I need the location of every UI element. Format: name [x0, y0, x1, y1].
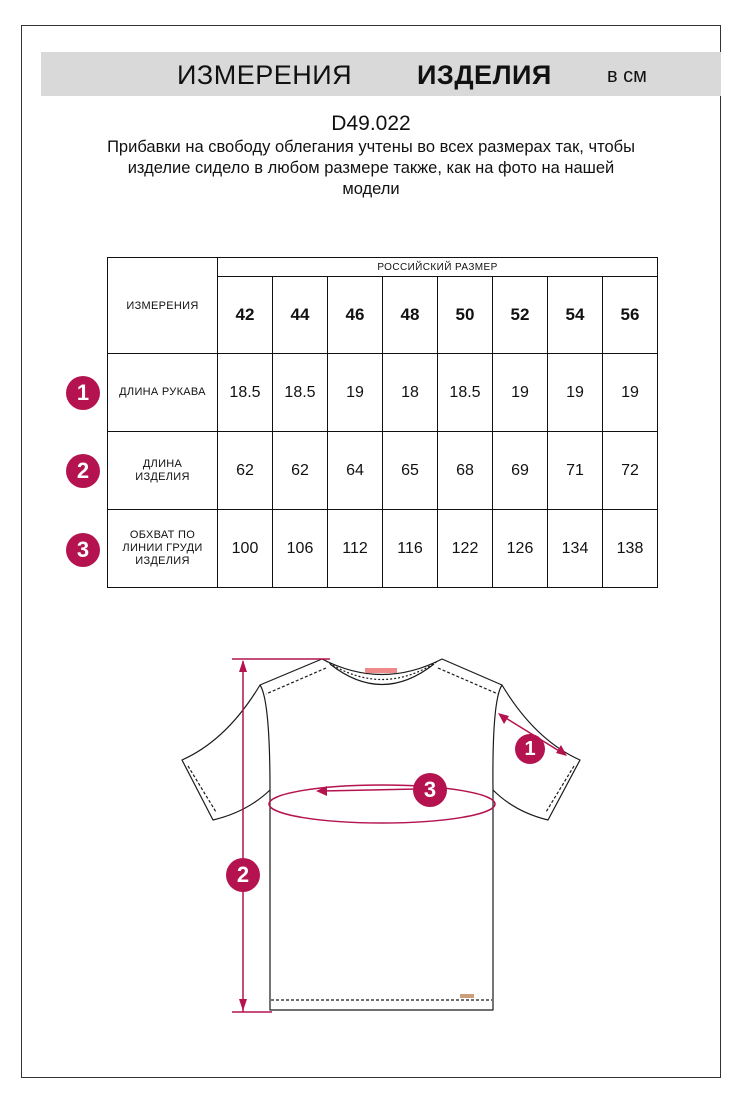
table-cell: 18.5	[438, 354, 493, 432]
diagram-marker-1: 1	[515, 734, 545, 764]
table-cell: 18.5	[218, 354, 273, 432]
row-badge-3: 3	[66, 533, 100, 567]
fit-note: Прибавки на свободу облегания учтены во всех размерах так, чтобы изделие сидело в любом размере также, как на фото на нашей модели	[107, 138, 635, 198]
table-cell: 64	[328, 432, 383, 510]
table-cell: 62	[273, 432, 328, 510]
table-cell: 19	[328, 354, 383, 432]
size-header: 52	[493, 277, 548, 354]
table-cell: 106	[273, 510, 328, 588]
row-badge-1: 1	[66, 376, 100, 410]
table-cell: 68	[438, 432, 493, 510]
row-label: ДЛИНА РУКАВА	[108, 354, 218, 432]
table-cell: 116	[383, 510, 438, 588]
size-header: 44	[273, 277, 328, 354]
table-cell: 138	[603, 510, 658, 588]
title-word-garment: ИЗДЕЛИЯ	[417, 60, 552, 90]
sleeve-seam-right	[493, 685, 502, 790]
chest-girth-ellipse	[269, 785, 495, 823]
table-cell: 18.5	[273, 354, 328, 432]
table-cell: 62	[218, 432, 273, 510]
table-cell: 122	[438, 510, 493, 588]
size-header: 48	[383, 277, 438, 354]
size-header: 56	[603, 277, 658, 354]
size-header: 42	[218, 277, 273, 354]
article-number: D49.022	[331, 112, 411, 135]
row-badge-2: 2	[66, 454, 100, 488]
table-cell: 72	[603, 432, 658, 510]
table-cell: 134	[548, 510, 603, 588]
diagram-marker-3: 3	[413, 773, 447, 807]
table-cell: 126	[493, 510, 548, 588]
table-cell: 100	[218, 510, 273, 588]
measurements-header: ИЗМЕРЕНИЯ	[108, 258, 218, 354]
russian-size-header: РОССИЙСКИЙ РАЗМЕР	[218, 258, 658, 277]
table-cell: 19	[603, 354, 658, 432]
table-cell: 19	[493, 354, 548, 432]
table-cell: 65	[383, 432, 438, 510]
hem-label-tag	[460, 994, 474, 998]
row-label: ДЛИНА ИЗДЕЛИЯ	[108, 432, 218, 510]
title-word-measurements: ИЗМЕРЕНИЯ	[177, 60, 353, 90]
diagram-marker-2: 2	[226, 858, 260, 892]
title-unit: в см	[607, 65, 647, 87]
table-cell: 112	[328, 510, 383, 588]
table-cell: 69	[493, 432, 548, 510]
tshirt-outline	[182, 659, 580, 1010]
sleeve-seam-left	[260, 685, 270, 790]
size-header: 54	[548, 277, 603, 354]
table-cell: 19	[548, 354, 603, 432]
table-cell: 71	[548, 432, 603, 510]
size-header: 50	[438, 277, 493, 354]
size-header: 46	[328, 277, 383, 354]
row-label: ОБХВАТ ПО ЛИНИИ ГРУДИ ИЗДЕЛИЯ	[108, 510, 218, 588]
table-cell: 18	[383, 354, 438, 432]
neck-label-tag	[365, 668, 397, 673]
